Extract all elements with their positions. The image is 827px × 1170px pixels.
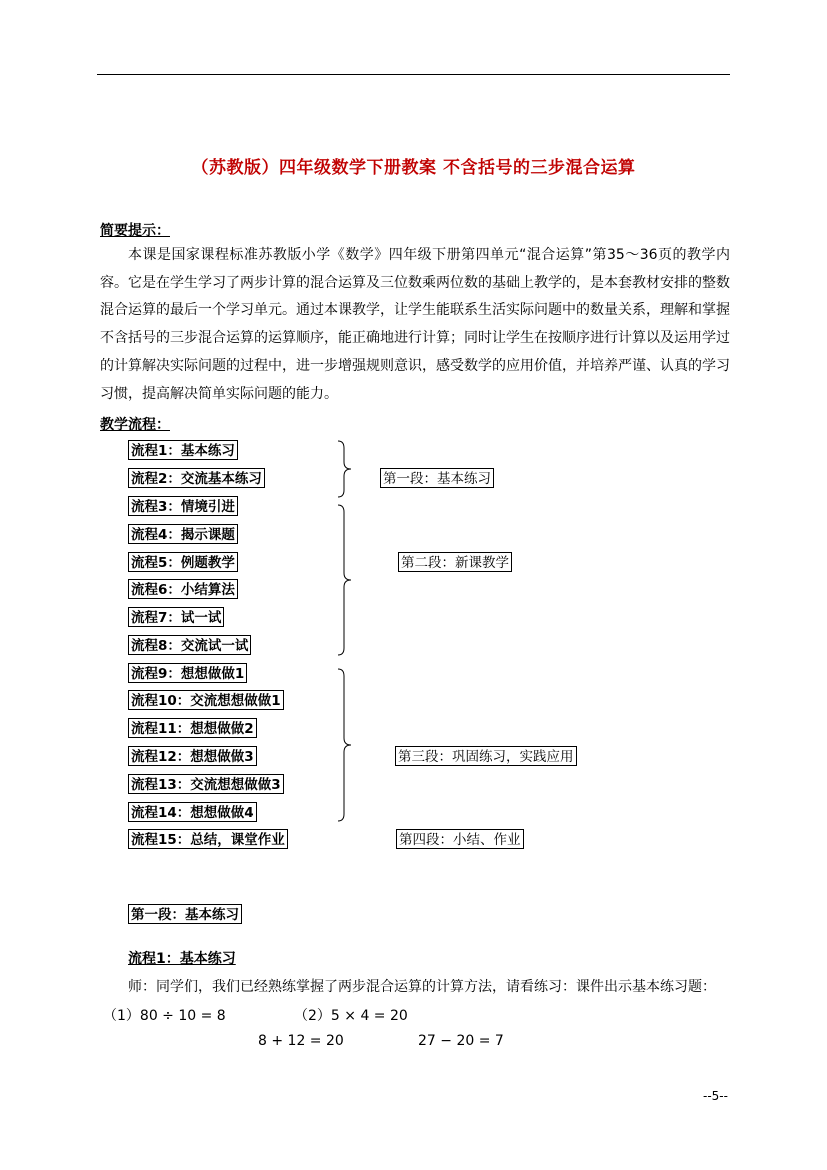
stage-label-1: 第一段：基本练习 xyxy=(380,468,494,488)
flow-step-10: 流程10：交流想想做做1 xyxy=(128,690,284,710)
stage-label-3: 第三段：巩固练习，实践应用 xyxy=(395,746,577,766)
equation-4: 27 − 20 = 7 xyxy=(418,1033,504,1049)
brace-stage-1 xyxy=(335,440,355,498)
flow-step-6: 流程6：小结算法 xyxy=(128,579,238,599)
brace-stage-3 xyxy=(335,668,355,822)
flow-step-9: 流程9：想想做做1 xyxy=(128,663,247,683)
equation-2: （2）5 × 4 = 20 xyxy=(294,1008,408,1024)
brace-stage-2 xyxy=(335,504,355,656)
flow-step-13: 流程13：交流想想做做3 xyxy=(128,774,284,794)
flow-step-8: 流程8：交流试一试 xyxy=(128,635,251,655)
summary-paragraph: 本课是国家课程标准苏教版小学《数学》四年级下册第四单元“混合运算”第35～36页的教学内容。它是在学生学习了两步计算的混合运算及三位数乘两位数的基础上教学的，是本套教材安排的整数混合运算的最后一个学习单元。通过本课教学，让学生能联系生活实际问题中的数量关系，理解和掌握不含括号的三步混合运算的运算顺序，能正确地进行计算；同时让学生在按顺序进行计算以及运用学过的计算解决实际问题的过程中，进一步增强规则意识，感受数学的应用价值，并培养严谨、认真的学习习惯，提高解决简单实际问题的能力。 xyxy=(100,247,730,402)
flow-step-11: 流程11：想想做做2 xyxy=(128,718,257,738)
stage-label-4: 第四段：小结、作业 xyxy=(396,829,524,849)
flow-step-15: 流程15：总结，课堂作业 xyxy=(128,829,288,849)
equation-1: （1）80 ÷ 10 = 8 xyxy=(103,1008,226,1024)
header-rule xyxy=(97,74,730,75)
flow-step-4: 流程4：揭示课题 xyxy=(128,524,238,544)
equation-3: 8 + 12 = 20 xyxy=(258,1033,344,1049)
flow-step-12: 流程12：想想做做3 xyxy=(128,746,257,766)
section-1-box: 第一段：基本练习 xyxy=(128,904,242,924)
flow-step-1: 流程1：基本练习 xyxy=(128,440,238,460)
stage-label-2: 第二段：新课教学 xyxy=(398,552,512,572)
summary-heading: 简要提示： xyxy=(100,223,170,239)
teacher-speech: 师：同学们，我们已经熟练掌握了两步混合运算的计算方法，请看练习：课件出示基本练习题： xyxy=(128,979,716,995)
document-title: （苏教版）四年级数学下册教案 不含括号的三步混合运算 xyxy=(191,158,636,178)
flow-step-3: 流程3：情境引进 xyxy=(128,496,238,516)
flow-step-5: 流程5：例题教学 xyxy=(128,552,238,572)
section-1-flow-title: 流程1：基本练习 xyxy=(128,951,236,967)
flow-heading: 教学流程： xyxy=(100,417,170,433)
flow-step-14: 流程14：想想做做4 xyxy=(128,802,257,822)
flow-step-2: 流程2：交流基本练习 xyxy=(128,468,265,488)
page-number: --5-- xyxy=(703,1089,728,1103)
flow-step-7: 流程7：试一试 xyxy=(128,607,224,627)
